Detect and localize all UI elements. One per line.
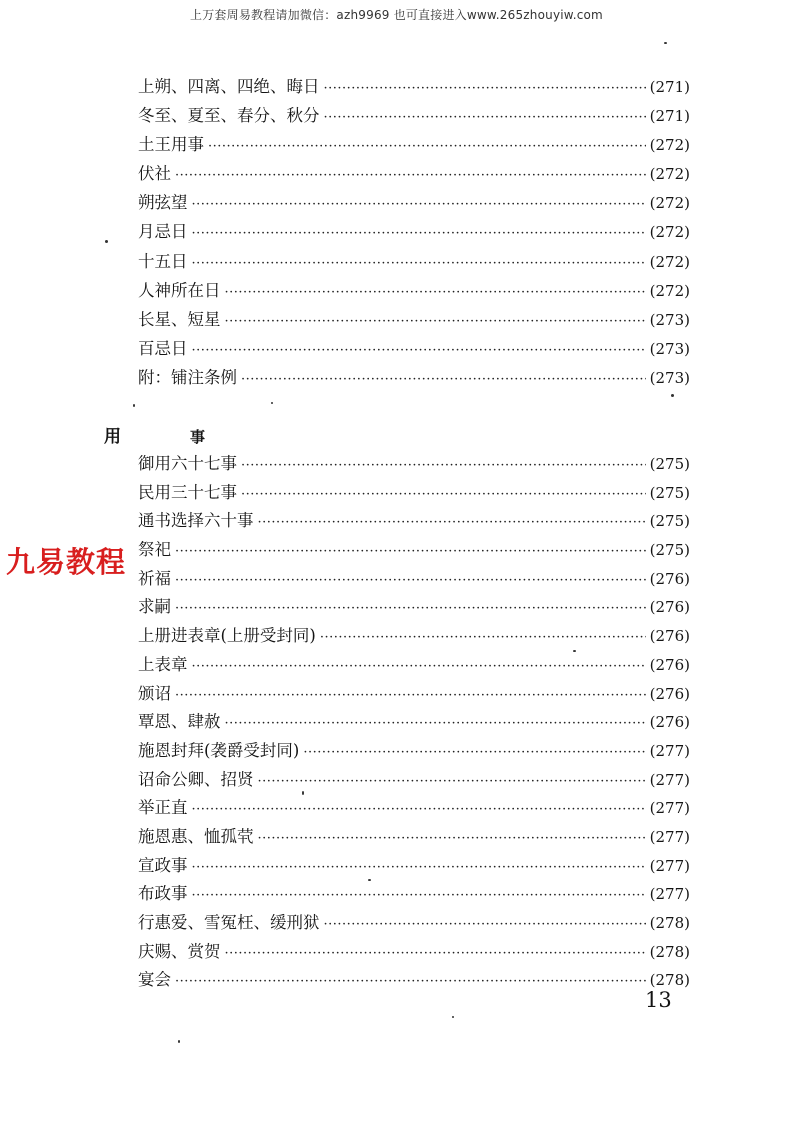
toc-entry — [138, 72, 690, 101]
toc-entry-title: 长星、短星 — [138, 309, 221, 329]
toc-entry-title: 诏命公卿、招贤 — [138, 769, 254, 789]
scan-speck — [573, 650, 576, 652]
toc-entry — [138, 852, 690, 881]
toc-entry-title: 朔弦望 — [138, 193, 188, 213]
dot-leader — [320, 624, 646, 653]
toc-entry-title: 颁诏 — [138, 683, 171, 703]
toc-entry-page: (276) — [649, 569, 690, 588]
toc-entry-page: (277) — [649, 741, 690, 760]
toc-entry — [138, 651, 690, 680]
toc-entry — [138, 737, 690, 766]
toc-entry-page: (277) — [649, 799, 690, 818]
toc-entry-page: (277) — [649, 827, 690, 846]
dot-leader — [324, 911, 646, 940]
toc-entry — [138, 536, 690, 565]
toc-entry-page: (272) — [649, 223, 690, 242]
toc-entry-title: 行惠爱、雪冤枉、缓刑狱 — [138, 913, 320, 932]
toc-entry — [138, 880, 690, 909]
toc-entry — [138, 766, 690, 795]
toc-entry-page: (275) — [649, 483, 690, 502]
scan-speck — [178, 1040, 180, 1043]
toc-entry — [138, 966, 690, 995]
toc-entry-title: 覃恩、肆赦 — [138, 712, 221, 732]
toc-entry — [138, 217, 690, 246]
toc-entry — [138, 363, 690, 392]
toc-lower-list — [138, 450, 690, 995]
toc-entry-title: 民用三十七事 — [138, 482, 237, 502]
toc-entry-title: 冬至、夏至、春分、秋分 — [138, 106, 320, 126]
toc-entry — [138, 794, 690, 823]
dot-leader — [225, 940, 646, 969]
toc-entry — [138, 334, 690, 363]
dot-leader — [192, 190, 646, 219]
toc-entry — [138, 593, 690, 622]
scan-speck — [105, 240, 108, 243]
toc-entry-title: 人神所在日 — [138, 280, 221, 300]
dot-leader — [175, 161, 646, 190]
toc-entry-title: 御用六十七事 — [138, 454, 237, 473]
dot-leader — [192, 882, 646, 911]
scan-speck — [368, 879, 371, 881]
toc-entry-page: (277) — [649, 856, 690, 875]
toc-entry-title: 月忌日 — [138, 222, 188, 242]
toc-entry-page: (276) — [649, 627, 690, 646]
scan-speck — [664, 42, 667, 44]
toc-entry-title: 百忌日 — [138, 338, 188, 358]
toc-entry — [138, 909, 690, 938]
toc-entry-page: (277) — [649, 770, 690, 789]
toc-entry-page: (276) — [649, 684, 690, 703]
toc-entry-page: (275) — [649, 541, 690, 560]
section-heading-right: 事 — [190, 428, 206, 446]
toc-entry-title: 求嗣 — [138, 597, 171, 617]
toc-entry — [138, 450, 690, 479]
dot-leader — [192, 796, 646, 825]
toc-entry-title: 祈福 — [138, 568, 171, 588]
toc-entry-title: 施恩封拜(袭爵受封同) — [138, 740, 300, 760]
toc-entry — [138, 276, 690, 305]
toc-entry — [138, 507, 690, 536]
toc-entry — [138, 938, 690, 967]
dot-leader — [208, 132, 646, 161]
toc-entry — [138, 823, 690, 852]
toc-entry-title: 祭祀 — [138, 540, 171, 560]
toc-entry-page: (272) — [649, 252, 690, 271]
toc-entry-title: 举正直 — [138, 798, 188, 818]
toc-entry — [138, 479, 690, 508]
scan-speck — [271, 402, 273, 404]
toc-entry-title: 宣政事 — [138, 855, 188, 875]
toc-entry — [138, 305, 690, 334]
dot-leader — [241, 452, 646, 481]
dot-leader — [303, 739, 645, 768]
toc-entry — [138, 565, 690, 594]
dot-leader — [192, 854, 646, 883]
dot-leader — [175, 682, 646, 711]
toc-entry-page: (276) — [649, 598, 690, 617]
toc-entry-title: 上册进表章(上册受封同) — [138, 626, 316, 646]
dot-leader — [258, 825, 646, 854]
toc-entry — [138, 247, 690, 276]
toc-entry-page: (275) — [649, 512, 690, 531]
toc-entry-page: (275) — [649, 455, 690, 473]
dot-leader — [225, 278, 646, 307]
toc-entry-page: (273) — [649, 339, 690, 358]
toc-entry-page: (271) — [649, 107, 690, 126]
toc-entry-page: (277) — [649, 885, 690, 904]
dot-leader — [192, 219, 646, 248]
toc-entry-title: 庆赐、赏贺 — [138, 941, 221, 961]
toc-entry-page: (272) — [649, 136, 690, 155]
dot-leader — [241, 365, 646, 394]
watermark-logo: 九易教程 — [6, 545, 127, 579]
dot-leader — [175, 595, 646, 624]
toc-entry-page: (278) — [649, 971, 690, 990]
toc-entry-title: 通书选择六十事 — [138, 511, 254, 531]
toc-entry-page: (278) — [649, 942, 690, 961]
scan-speck — [302, 791, 304, 795]
toc-entry-page: (273) — [649, 310, 690, 329]
toc-entry-title: 上朔、四离、四绝、晦日 — [138, 77, 320, 96]
toc-entry-title: 施恩惠、恤孤茕 — [138, 826, 254, 846]
page-number: 13 — [645, 988, 672, 1012]
dot-leader — [192, 653, 646, 682]
toc-entry-title: 十五日 — [138, 251, 188, 271]
toc-entry-title: 布政事 — [138, 884, 188, 904]
dot-leader — [175, 538, 646, 567]
toc-entry-page: (276) — [649, 713, 690, 732]
toc-entry — [138, 708, 690, 737]
toc-entry-title: 伏社 — [138, 164, 171, 184]
toc-upper-list — [138, 72, 690, 392]
toc-entry — [138, 188, 690, 217]
toc-entry-page: (272) — [649, 281, 690, 300]
dot-leader — [324, 74, 646, 103]
toc-entry-page: (272) — [649, 165, 690, 184]
toc-entry-page: (273) — [649, 368, 690, 387]
toc-entry-page: (278) — [649, 914, 690, 932]
dot-leader — [175, 968, 646, 997]
toc-entry — [138, 680, 690, 709]
toc-entry-title: 附：铺注条例 — [138, 367, 237, 387]
toc-entry — [138, 130, 690, 159]
toc-entry-title: 土王用事 — [138, 135, 204, 155]
toc-entry — [138, 159, 690, 188]
toc-entry-page: (272) — [649, 194, 690, 213]
toc-entry-page: (271) — [649, 78, 690, 96]
dot-leader — [225, 710, 646, 739]
dot-leader — [241, 481, 646, 510]
dot-leader — [258, 768, 646, 797]
toc-entry — [138, 622, 690, 651]
dot-leader — [192, 249, 646, 278]
dot-leader — [258, 509, 646, 538]
header-banner: 上万套周易教程请加微信：azh9969 也可直接进入www.265zhouyiw.com — [190, 8, 603, 22]
scan-speck — [671, 394, 674, 397]
toc-entry-title: 上表章 — [138, 654, 188, 674]
toc-entry-title: 宴会 — [138, 970, 171, 990]
scan-speck — [452, 1016, 454, 1018]
toc-entry — [138, 101, 690, 130]
section-heading-left: 用 — [104, 427, 121, 447]
dot-leader — [192, 336, 646, 365]
dot-leader — [324, 103, 646, 132]
dot-leader — [175, 567, 646, 596]
dot-leader — [225, 307, 646, 336]
scan-speck — [133, 404, 135, 407]
toc-entry-page: (276) — [649, 655, 690, 674]
